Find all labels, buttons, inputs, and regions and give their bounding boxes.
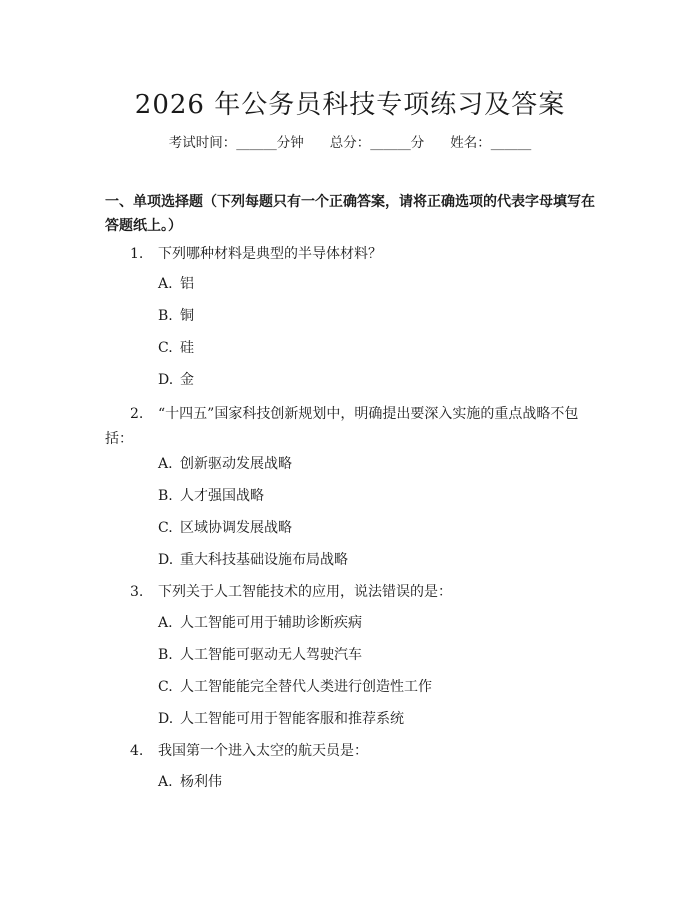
option-text: 区域协调发展战略 [180,520,292,536]
option-letter: D. [158,372,174,388]
option-text: 铝 [180,276,194,292]
question-text-continued: 括： [105,431,133,447]
student-name: 姓名：______ [450,135,532,151]
question-number: 4. [130,743,144,759]
option-letter: C. [158,340,173,356]
option-text: 金 [180,372,194,388]
option-2b [158,486,264,506]
option-letter: D. [158,552,174,568]
option-letter: A. [158,456,173,472]
option-letter: D. [158,711,174,727]
option-3c [158,677,432,697]
question-text: “十四五”国家科技创新规划中，明确提出要深入实施的重点战略不包 [158,406,579,422]
question-2 [105,402,595,452]
option-1b [158,306,194,326]
option-2d [158,550,348,570]
question-number: 1. [130,246,144,262]
option-text: 人工智能可驱动无人驾驶汽车 [180,647,362,663]
question-text: 下列关于人工智能技术的应用，说法错误的是： [158,584,452,600]
exam-meta [0,131,700,151]
option-letter: B. [158,308,173,324]
option-letter: A. [158,276,173,292]
option-3b [158,645,362,665]
option-text: 人才强国战略 [180,488,264,504]
option-letter: B. [158,647,173,663]
question-3 [130,580,595,605]
question-text: 下列哪种材料是典型的半导体材料？ [158,246,382,262]
total-score: 总分：______分 [329,135,425,151]
option-letter: A. [158,774,173,790]
question-4 [130,739,595,764]
question-number: 2. [130,406,144,422]
option-4a [158,772,222,792]
page-title: 2026 年公务员科技专项练习及答案 [134,90,566,120]
option-text: 铜 [180,308,194,324]
option-letter: C. [158,679,173,695]
option-3a [158,613,362,633]
option-text: 创新驱动发展战略 [180,456,292,472]
option-text: 人工智能可用于辅助诊断疾病 [180,615,362,631]
option-letter: A. [158,615,173,631]
option-1c [158,338,194,358]
option-2c [158,518,292,538]
option-text: 重大科技基础设施布局战略 [180,552,348,568]
option-letter: B. [158,488,173,504]
option-text: 硅 [180,340,194,356]
section-heading: 一、单项选择题（下列每题只有一个正确答案，请将正确选项的代表字母填写在答题纸上。） [105,194,595,234]
question-number: 3. [130,584,144,600]
option-2a [158,454,292,474]
question-text: 我国第一个进入太空的航天员是： [158,743,368,759]
option-letter: C. [158,520,173,536]
exam-time: 考试时间：______分钟 [168,135,304,151]
option-1d [158,370,194,390]
option-text: 人工智能可用于智能客服和推荐系统 [180,711,404,727]
option-1a [158,274,194,294]
option-3d [158,709,404,729]
question-1 [130,242,595,267]
option-text: 杨利伟 [180,774,222,790]
option-text: 人工智能能完全替代人类进行创造性工作 [180,679,432,695]
